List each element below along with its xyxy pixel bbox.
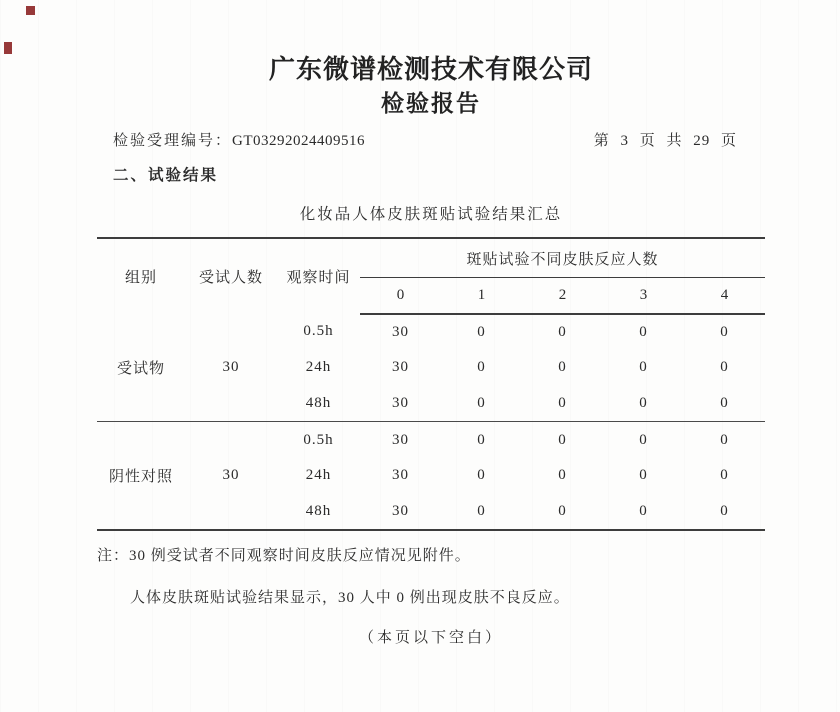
acceptance-number-label: 检验受理编号：: [113, 132, 233, 149]
value-cell: 30: [392, 467, 409, 484]
page-indicator: 第 3 页 共 29 页: [593, 132, 737, 149]
value-cell: 30: [392, 502, 409, 519]
value-cell: 30: [392, 359, 409, 376]
value-cell: 0: [477, 395, 486, 412]
header-group: 组别: [124, 269, 157, 286]
value-cell: 0: [477, 502, 486, 519]
time-cell: 0.5h: [277, 422, 360, 458]
value-cell: 0: [558, 467, 567, 484]
report-title: 检验报告: [381, 90, 481, 117]
value-cell: 0: [558, 502, 567, 519]
value-cell: 0: [558, 395, 567, 412]
value-cell: 30: [392, 323, 409, 340]
value-cell: 0: [441, 422, 522, 458]
header-level-4: 4: [684, 278, 765, 314]
value-cell: 0: [639, 467, 648, 484]
red-stamp-artifact: [26, 6, 35, 15]
subjects-cell: 30: [185, 422, 277, 530]
red-stamp-artifact: [4, 42, 12, 54]
company-title: 广东微谱检测技术有限公司: [268, 54, 593, 84]
time-cell: 24h: [305, 467, 332, 484]
blank-note: （本页以下空白）: [358, 629, 503, 646]
value-cell: 0: [684, 422, 765, 458]
value-cell: 30: [360, 422, 441, 458]
header-level-3: 3: [603, 278, 684, 314]
acceptance-number-value: GT03292024409516: [232, 132, 366, 149]
subjects-cell: 30: [222, 359, 240, 376]
section-heading: 二、试验结果: [113, 166, 219, 184]
value-cell: 0: [558, 359, 567, 376]
time-cell: 24h: [305, 359, 332, 376]
time-cell: 48h: [305, 502, 332, 519]
table-row: [97, 314, 765, 350]
value-cell: 0: [720, 359, 729, 376]
value-cell: 0: [639, 323, 648, 340]
value-cell: 0: [639, 359, 648, 376]
header-level-0: 0: [360, 278, 441, 314]
value-cell: 0: [477, 359, 486, 376]
header-level-1: 1: [441, 278, 522, 314]
value-cell: 0: [720, 502, 729, 519]
value-cell: 30: [392, 395, 409, 412]
header-reaction-span: 斑贴试验不同皮肤反应人数: [360, 238, 765, 278]
value-cell: 0: [477, 467, 486, 484]
group-name-cell: 阴性对照: [97, 422, 185, 530]
time-cell: 48h: [305, 395, 332, 412]
header-level-2: 2: [522, 278, 603, 314]
acceptance-number: [97, 129, 365, 150]
header-subjects: 受试人数: [198, 269, 263, 286]
document-header: [97, 0, 765, 118]
page-content: [97, 0, 765, 647]
results-table: [97, 237, 765, 531]
value-cell: 0: [720, 467, 729, 484]
group-name-cell: 受试物: [116, 361, 165, 378]
note-line: 注：30 例受试者不同观察时间皮肤反应情况见附件。: [97, 547, 471, 564]
value-cell: 0: [639, 502, 648, 519]
value-cell: 0: [477, 323, 486, 340]
value-cell: 0: [639, 395, 648, 412]
value-cell: 0: [558, 323, 567, 340]
value-cell: 0: [720, 323, 729, 340]
value-cell: 0: [522, 422, 603, 458]
table-title: 化妆品人体皮肤斑贴试验结果汇总: [299, 205, 563, 223]
time-cell: 0.5h: [303, 323, 334, 340]
summary-line: 人体皮肤斑贴试验结果显示，30 人中 0 例出现皮肤不良反应。: [130, 589, 570, 606]
table-row: [97, 422, 765, 458]
value-cell: 0: [720, 395, 729, 412]
meta-row: [97, 129, 765, 150]
header-observation-time: 观察时间: [286, 269, 351, 286]
value-cell: 0: [603, 422, 684, 458]
